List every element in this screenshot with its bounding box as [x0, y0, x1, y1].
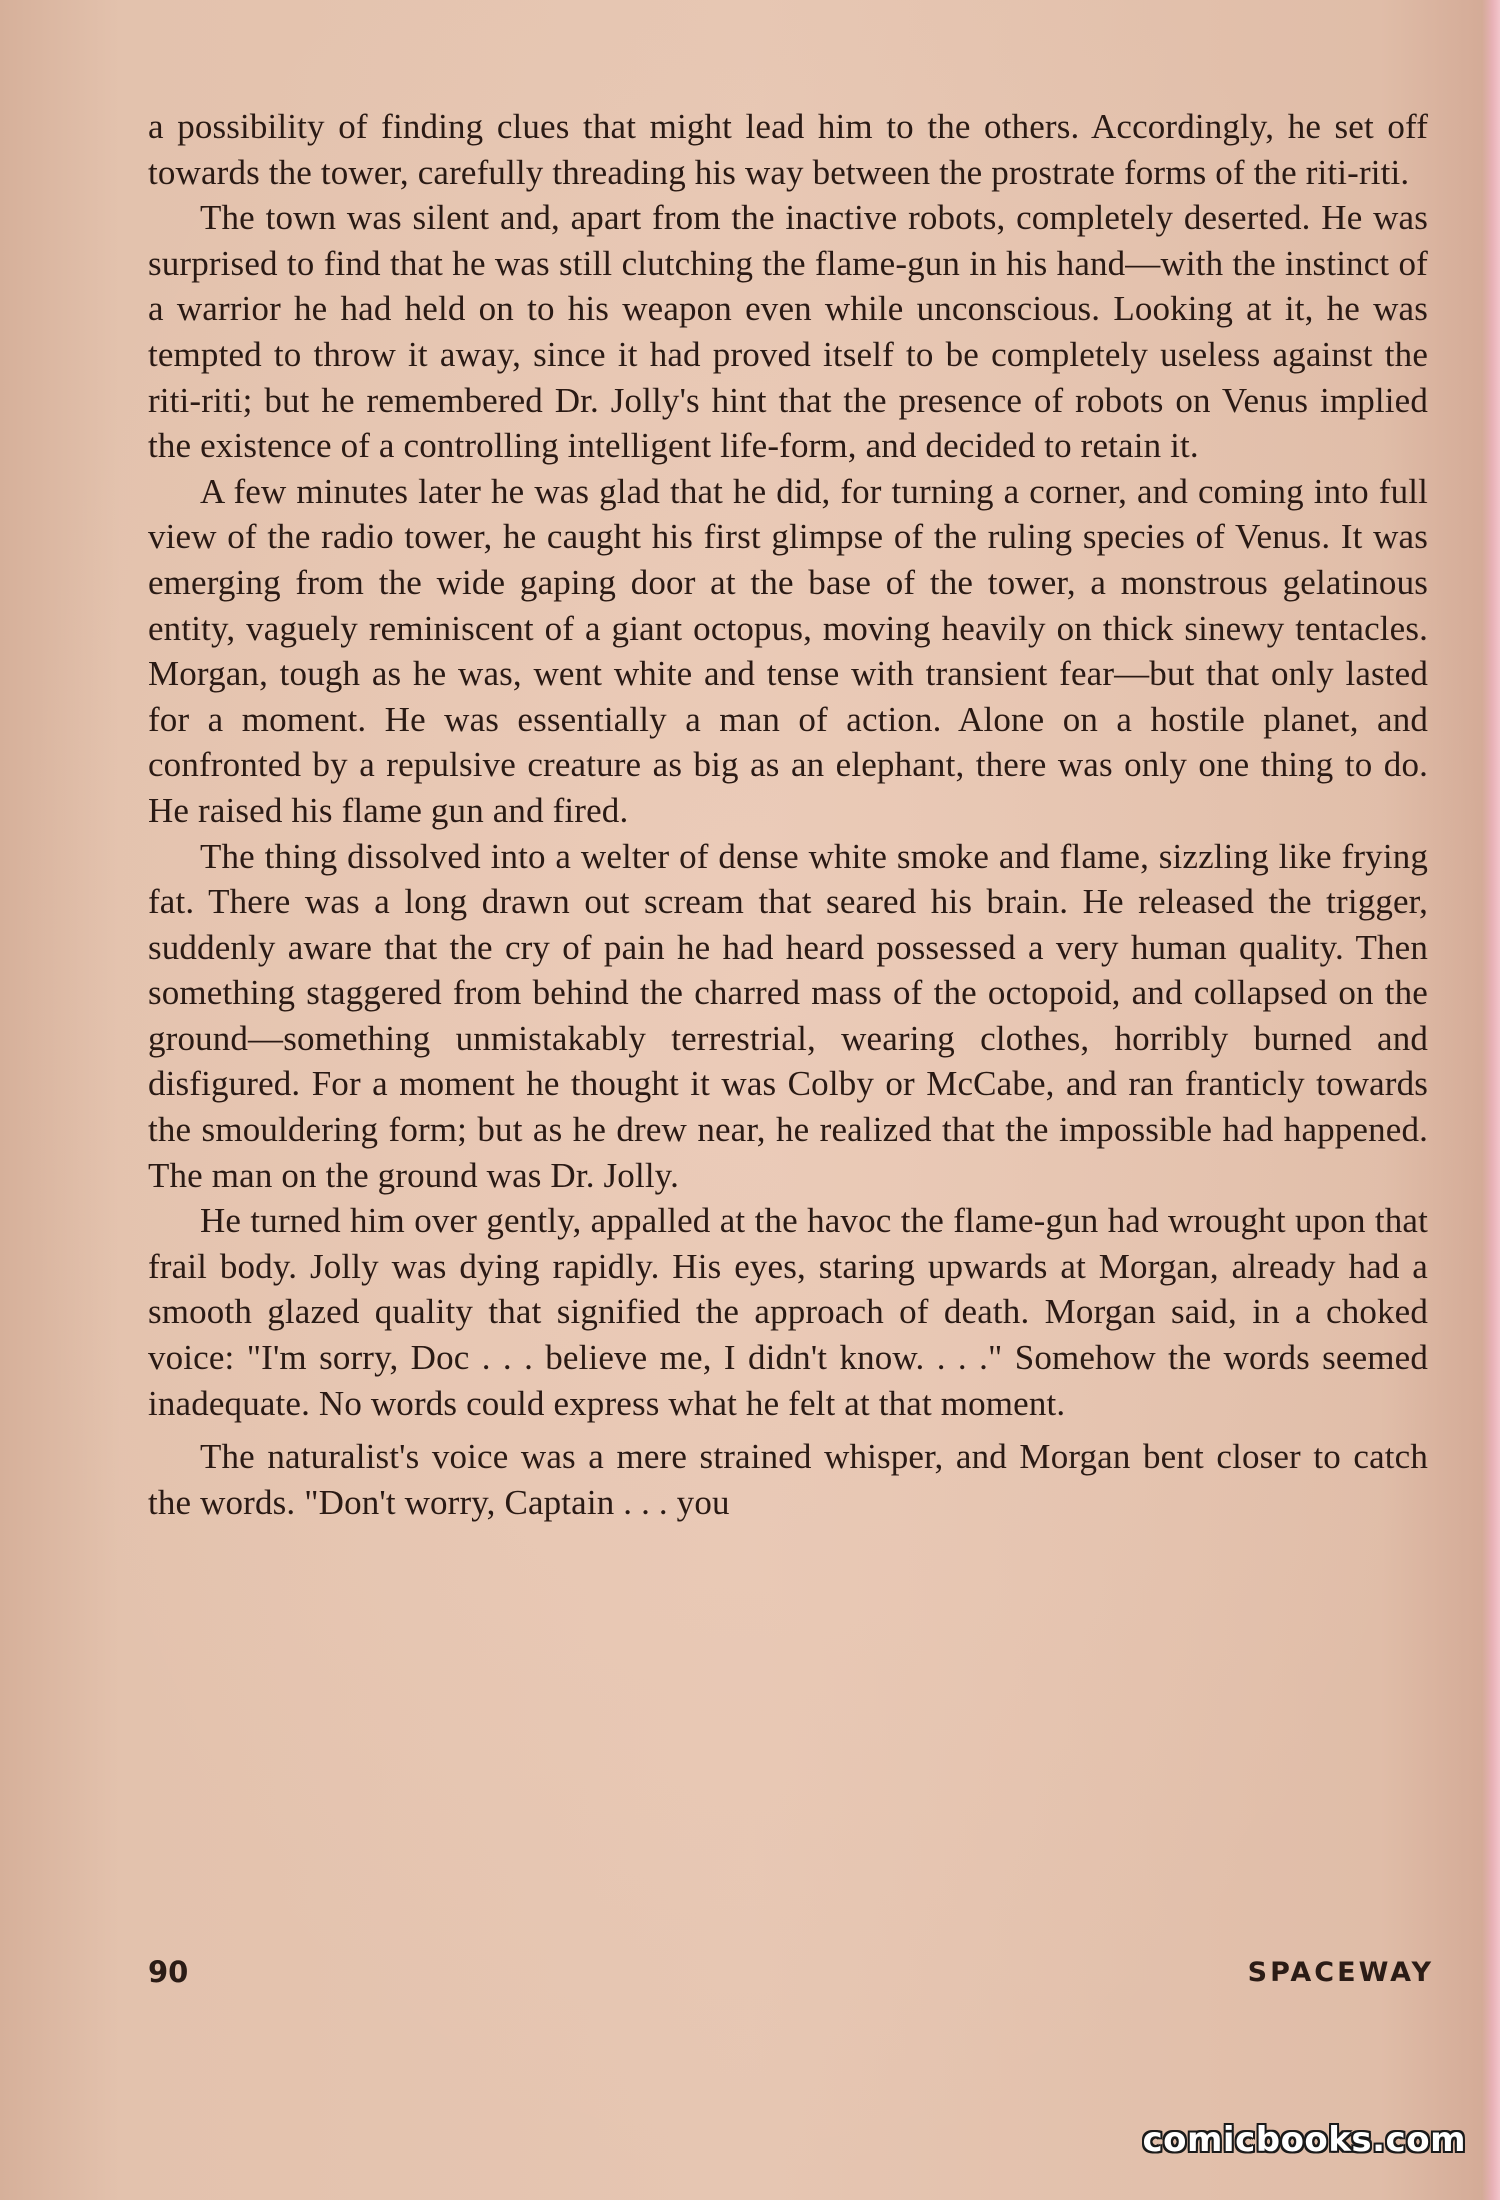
paragraph-4: The thing dissolved into a welter of dense white smoke and flame, sizzling like frying fat. There was a long drawn out scream that seared his brain. He released the trigger, suddenly aware that the cry of pain he had heard possessed a very human quality. Then something staggered from behind the charred mass of the octopoid, and collapsed on the ground—something unmistakably terrestrial, wearing clothes, horribly burned and disfigured. For a moment he thought it was Colby or McCabe, and ran franticly towards the smouldering form; but as he drew near, he realized that the impossible had happened. The man on the ground was Dr. Jolly.	[148, 836, 1428, 1195]
story-text	[148, 104, 1428, 1525]
page-number: 90	[148, 1955, 189, 1989]
paragraph-6: The naturalist's voice was a mere strained whisper, and Morgan bent closer to catch the words. "Don't worry, Captain . . . you	[148, 1437, 1428, 1522]
watermark-logo: comicbooks.com	[1142, 2120, 1466, 2160]
page-footer	[148, 1955, 1434, 1995]
paragraph-1: a possibility of finding clues that might lead him to the others. Accordingly, he set off towards the tower, carefully threading his way between the prostrate forms of the riti-riti.	[148, 107, 1428, 192]
running-title: SPACEWAY	[1247, 1957, 1434, 1988]
paragraph-3: A few minutes later he was glad that he did, for turning a corner, and coming into full view of the radio tower, he caught his first glimpse of the ruling species of Venus. It was emerging from the wide gaping door at the base of the tower, a monstrous gelatinous entity, vaguely reminiscent of a giant octopus, moving heavily on thick sinewy tentacles. Morgan, tough as he was, went white and tense with transient fear—but that only lasted for a moment. He was essentially a man of action. Alone on a hostile planet, and confronted by a repulsive creature as big as an elephant, there was only one thing to do. He raised his flame gun and fired.	[148, 471, 1428, 830]
paragraph-2: The town was silent and, apart from the inactive robots, completely deserted. He was surprised to find that he was still clutching the flame-gun in his hand—with the instinct of a warrior he had held on to his weapon even while unconscious. Looking at it, he was tempted to throw it away, since it had proved itself to be completely useless against the riti-riti; but he remembered Dr. Jolly's hint that the presence of robots on Venus implied the existence of a controlling intelligent life-form, and decided to retain it.	[148, 198, 1428, 466]
paragraph-5: He turned him over gently, appalled at the havoc the flame-gun had wrought upon that frail body. Jolly was dying rapidly. His eyes, staring upwards at Morgan, already had a smooth glazed quality that signified the approach of death. Morgan said, in a choked voice: "I'm sorry, Doc . . . believe me, I didn't know. . . ." Somehow the words seemed inadequate. No words could express what he felt at that moment.	[148, 1201, 1428, 1423]
page-edge	[1482, 0, 1500, 2200]
